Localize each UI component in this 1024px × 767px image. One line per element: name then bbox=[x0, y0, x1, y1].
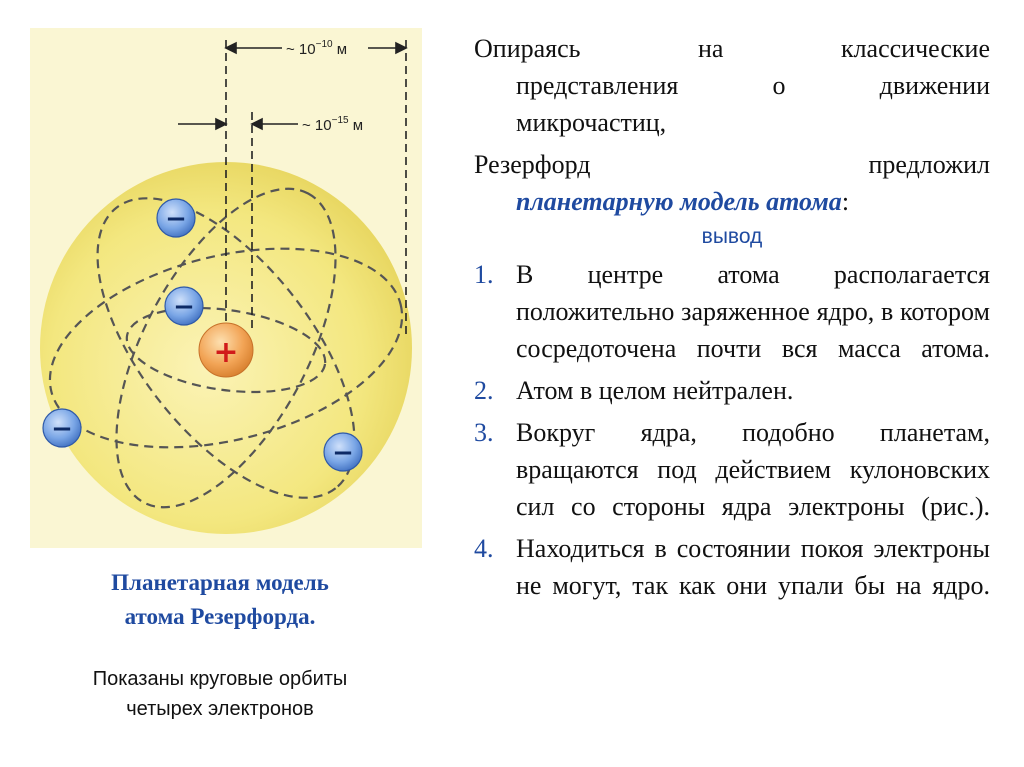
intro-line-2: представления о движении bbox=[516, 71, 990, 100]
list-item-text: Атом в целом нейтрален. bbox=[516, 376, 794, 405]
rutherford-atom-diagram bbox=[30, 28, 422, 548]
intro-line-3: микрочастиц, bbox=[516, 108, 667, 137]
scale-inner-arrows bbox=[178, 119, 298, 129]
electron-2 bbox=[165, 287, 203, 325]
conclusion-list bbox=[474, 256, 990, 604]
list-item bbox=[474, 372, 990, 409]
caption-title-line-1: Планетарная модель bbox=[111, 570, 329, 595]
rutherford-colon: : bbox=[841, 187, 850, 216]
figure-caption-title bbox=[20, 566, 420, 634]
electron-minus-sign: − bbox=[51, 414, 73, 444]
nucleus bbox=[199, 323, 253, 377]
list-item bbox=[474, 256, 990, 367]
electron-minus-sign: − bbox=[165, 204, 187, 234]
list-item-number: 3. bbox=[474, 418, 494, 447]
conclusion-label: вывод bbox=[701, 225, 763, 248]
list-item-text: В центре атома располагается положительно заряженное ядро, в котором сосредоточена почти вся масса атома. bbox=[516, 260, 990, 363]
electron-4 bbox=[324, 433, 362, 471]
intro-line-1: Опираясь на классические bbox=[474, 34, 990, 63]
electron-1 bbox=[157, 199, 195, 237]
electron-minus-sign: − bbox=[332, 438, 354, 468]
list-item bbox=[474, 414, 990, 525]
atom-figure-panel bbox=[30, 28, 422, 548]
planetary-model-emphasis: планетарную модель атома bbox=[516, 187, 842, 216]
caption-title-line-2: атома Резерфорда. bbox=[124, 604, 316, 629]
list-item bbox=[474, 530, 990, 604]
list-item-text: Вокруг ядра, подобно планетам, вращаются под действием кулоновских сил со стороны ядра электроны (рис.). bbox=[516, 418, 990, 521]
electron-3 bbox=[43, 409, 81, 447]
list-item-number: 2. bbox=[474, 376, 494, 405]
list-item-number: 1. bbox=[474, 260, 494, 289]
scale-inner-label: ~ $10^{-15}$ м bbox=[302, 115, 364, 134]
text-column bbox=[474, 30, 990, 609]
rutherford-line: Резерфорд предложил bbox=[474, 150, 990, 179]
caption-sub-line-1: Показаны круговые орбиты bbox=[92, 668, 348, 690]
rutherford-model-line bbox=[474, 183, 990, 220]
list-item-text: Находиться в состоянии покоя электроны не могут, так как они упали бы на ядро. bbox=[516, 534, 990, 600]
caption-sub-line-2: четырех электронов bbox=[126, 698, 314, 720]
electron-minus-sign: − bbox=[173, 292, 195, 322]
scale-outer-label: ~ $10^{-10}$ м bbox=[286, 39, 348, 58]
figure-caption-subtitle bbox=[20, 664, 420, 724]
nucleus-plus-sign: + bbox=[213, 335, 239, 370]
list-item-number: 4. bbox=[474, 534, 494, 563]
